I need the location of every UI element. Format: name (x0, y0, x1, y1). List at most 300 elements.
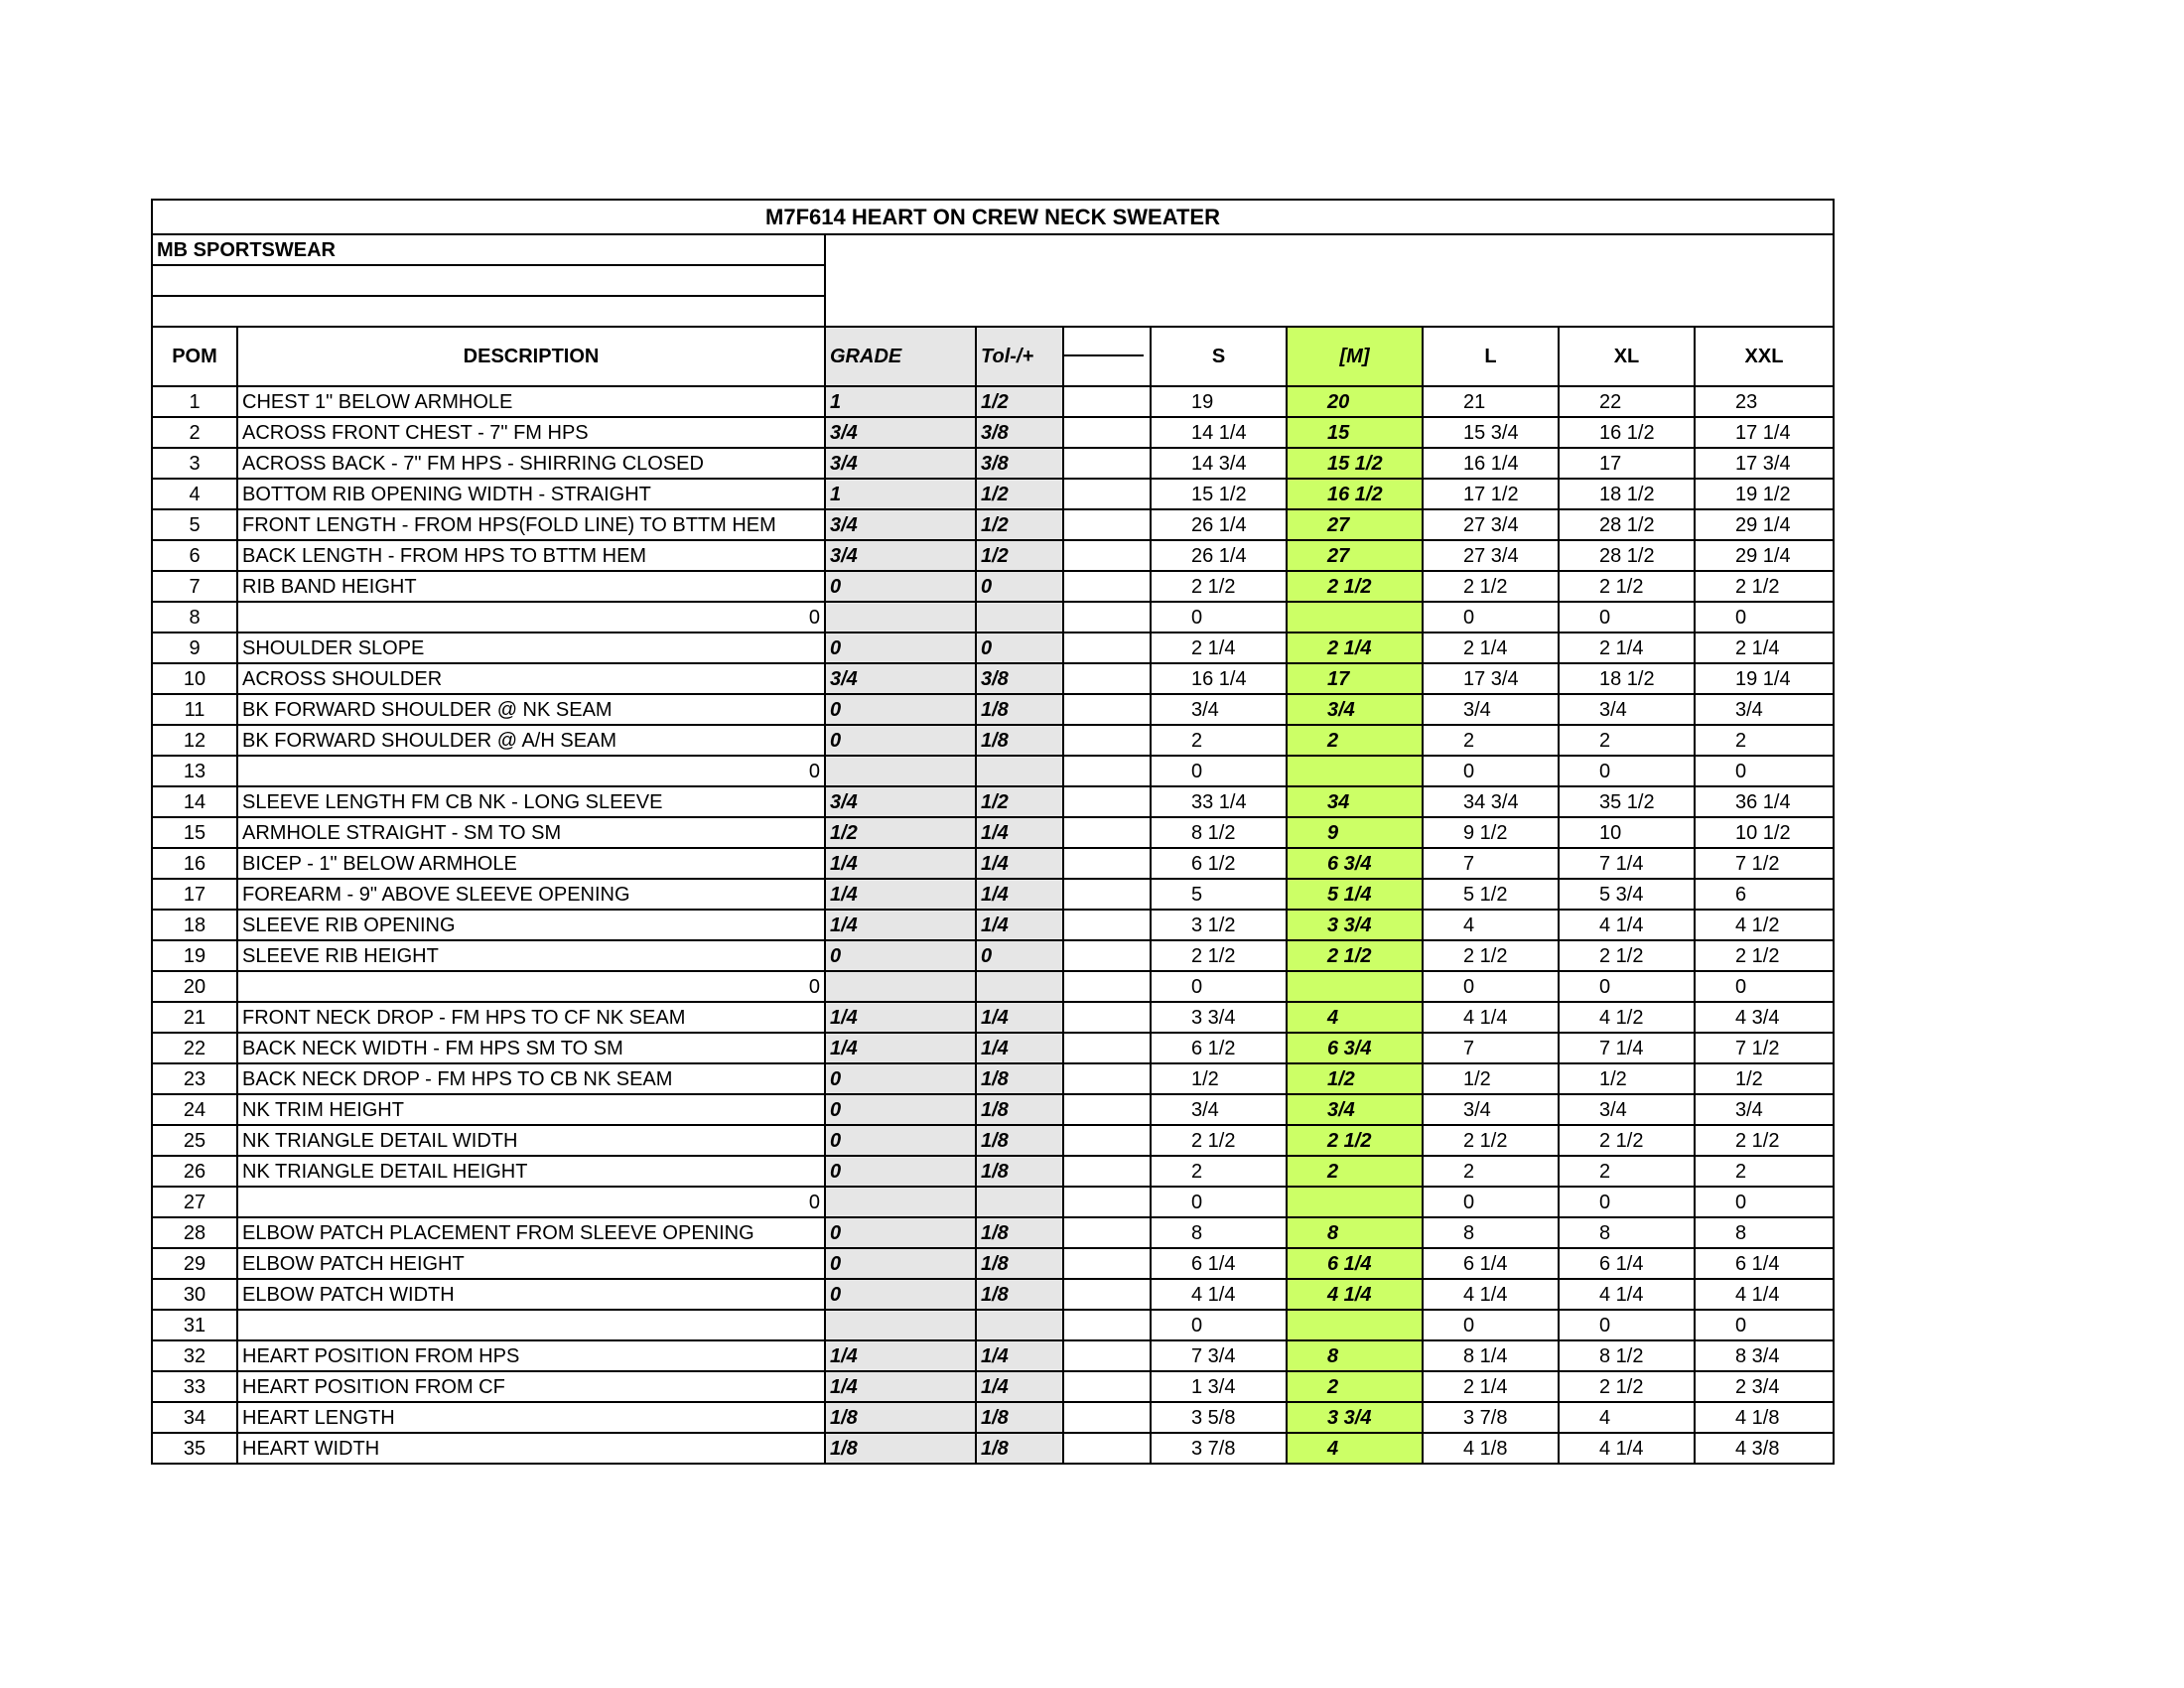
description-cell: NK TRIM HEIGHT (237, 1094, 825, 1125)
tolerance-cell: 1/4 (976, 879, 1063, 910)
spacer-cell (1063, 1033, 1151, 1063)
size-xl-cell: 0 (1559, 971, 1695, 1002)
spec-table (151, 199, 1835, 1465)
pom-cell: 3 (152, 448, 237, 479)
size-m-cell: 2 (1287, 725, 1423, 756)
spacer-cell (1063, 1279, 1151, 1310)
grade-cell: 0 (825, 571, 976, 602)
grade-cell: 0 (825, 1156, 976, 1187)
description-cell: BACK NECK DROP - FM HPS TO CB NK SEAM (237, 1063, 825, 1094)
pom-cell: 17 (152, 879, 237, 910)
size-m-cell: 3/4 (1287, 694, 1423, 725)
size-m-cell: 2 1/2 (1287, 940, 1423, 971)
tolerance-cell: 3/8 (976, 417, 1063, 448)
spacer-cell (1063, 1187, 1151, 1217)
tolerance-cell: 1/4 (976, 1371, 1063, 1402)
size-xl-cell: 0 (1559, 602, 1695, 633)
tolerance-cell: 1/4 (976, 1033, 1063, 1063)
spec-sheet (151, 199, 1833, 1465)
size-l-cell: 27 3/4 (1423, 540, 1559, 571)
header-size-xl: XL (1559, 327, 1695, 386)
table-row (152, 1094, 1834, 1125)
spacer-cell (1063, 756, 1151, 786)
pom-cell: 15 (152, 817, 237, 848)
size-xl-cell: 4 1/4 (1559, 1433, 1695, 1464)
spacer-cell (1063, 417, 1151, 448)
pom-cell: 2 (152, 417, 237, 448)
pom-cell: 10 (152, 663, 237, 694)
size-s-cell: 1 3/4 (1151, 1371, 1287, 1402)
pom-cell: 20 (152, 971, 237, 1002)
description-cell: SLEEVE RIB OPENING (237, 910, 825, 940)
size-s-cell: 2 1/2 (1151, 571, 1287, 602)
tolerance-cell (976, 1310, 1063, 1340)
header-pom: POM (152, 327, 237, 386)
description-cell: ELBOW PATCH WIDTH (237, 1279, 825, 1310)
pom-cell: 32 (152, 1340, 237, 1371)
size-l-cell: 0 (1423, 756, 1559, 786)
spacer-cell (1063, 910, 1151, 940)
size-l-cell: 17 1/2 (1423, 479, 1559, 509)
size-s-cell: 3 3/4 (1151, 1002, 1287, 1033)
size-xl-cell: 16 1/2 (1559, 417, 1695, 448)
tolerance-cell: 1/8 (976, 1279, 1063, 1310)
description-cell: NK TRIANGLE DETAIL HEIGHT (237, 1156, 825, 1187)
size-s-cell: 2 1/4 (1151, 633, 1287, 663)
description-cell: HEART POSITION FROM HPS (237, 1340, 825, 1371)
description-cell: ELBOW PATCH PLACEMENT FROM SLEEVE OPENING (237, 1217, 825, 1248)
size-s-cell: 14 1/4 (1151, 417, 1287, 448)
size-s-cell: 6 1/2 (1151, 1033, 1287, 1063)
size-xl-cell: 4 1/4 (1559, 1279, 1695, 1310)
description-cell: 0 (237, 602, 825, 633)
table-row (152, 479, 1834, 509)
description-cell: ACROSS BACK - 7" FM HPS - SHIRRING CLOSED (237, 448, 825, 479)
grade-cell (825, 756, 976, 786)
size-s-cell: 2 1/2 (1151, 1125, 1287, 1156)
tolerance-cell: 1/8 (976, 1217, 1063, 1248)
grade-cell: 1 (825, 386, 976, 417)
table-row (152, 971, 1834, 1002)
header-size-xxl: XXL (1695, 327, 1834, 386)
size-m-cell: 27 (1287, 540, 1423, 571)
table-row (152, 1033, 1834, 1063)
size-l-cell: 27 3/4 (1423, 509, 1559, 540)
tolerance-cell: 1/4 (976, 910, 1063, 940)
grade-cell: 0 (825, 1248, 976, 1279)
spacer-cell (1063, 1402, 1151, 1433)
size-l-cell: 4 (1423, 910, 1559, 940)
size-xxl-cell: 17 3/4 (1695, 448, 1834, 479)
size-m-cell: 2 1/2 (1287, 1125, 1423, 1156)
table-row (152, 663, 1834, 694)
tolerance-cell: 1/4 (976, 817, 1063, 848)
tolerance-cell: 0 (976, 633, 1063, 663)
sheet-title: M7F614 HEART ON CREW NECK SWEATER (152, 200, 1834, 234)
spacer-cell (1063, 1371, 1151, 1402)
spacer-cell (1063, 479, 1151, 509)
size-m-cell: 2 (1287, 1371, 1423, 1402)
tolerance-cell: 0 (976, 571, 1063, 602)
table-row (152, 1156, 1834, 1187)
header-tolerance: Tol-/+ (976, 327, 1063, 386)
table-row (152, 602, 1834, 633)
grade-cell: 1 (825, 479, 976, 509)
pom-cell: 19 (152, 940, 237, 971)
table-row (152, 1371, 1834, 1402)
table-row (152, 448, 1834, 479)
grade-cell: 1/8 (825, 1402, 976, 1433)
tolerance-cell: 1/8 (976, 1402, 1063, 1433)
grade-cell: 3/4 (825, 448, 976, 479)
grade-cell (825, 1310, 976, 1340)
description-cell: 0 (237, 756, 825, 786)
tolerance-cell: 1/8 (976, 1248, 1063, 1279)
size-m-cell: 15 (1287, 417, 1423, 448)
size-m-cell: 6 1/4 (1287, 1248, 1423, 1279)
size-l-cell: 5 1/2 (1423, 879, 1559, 910)
size-s-cell: 4 1/4 (1151, 1279, 1287, 1310)
size-xxl-cell: 2 (1695, 725, 1834, 756)
pom-cell: 34 (152, 1402, 237, 1433)
size-m-cell (1287, 1310, 1423, 1340)
size-l-cell: 0 (1423, 1310, 1559, 1340)
size-xl-cell: 2 1/2 (1559, 571, 1695, 602)
grade-cell (825, 602, 976, 633)
size-s-cell: 3 5/8 (1151, 1402, 1287, 1433)
size-l-cell: 17 3/4 (1423, 663, 1559, 694)
size-l-cell: 21 (1423, 386, 1559, 417)
description-cell: BK FORWARD SHOULDER @ NK SEAM (237, 694, 825, 725)
size-l-cell: 3/4 (1423, 694, 1559, 725)
size-xl-cell: 7 1/4 (1559, 848, 1695, 879)
size-m-cell: 3 3/4 (1287, 1402, 1423, 1433)
description-cell: 0 (237, 971, 825, 1002)
size-m-cell: 4 1/4 (1287, 1279, 1423, 1310)
size-s-cell: 0 (1151, 1187, 1287, 1217)
pom-cell: 25 (152, 1125, 237, 1156)
size-s-cell: 14 3/4 (1151, 448, 1287, 479)
pom-cell: 24 (152, 1094, 237, 1125)
size-l-cell: 7 (1423, 848, 1559, 879)
size-xxl-cell: 4 3/4 (1695, 1002, 1834, 1033)
tolerance-cell: 1/8 (976, 1433, 1063, 1464)
pom-cell: 27 (152, 1187, 237, 1217)
tolerance-cell (976, 1187, 1063, 1217)
spacer-cell (1063, 386, 1151, 417)
header-grade: GRADE (825, 327, 976, 386)
size-l-cell: 2 1/2 (1423, 571, 1559, 602)
tolerance-cell: 1/2 (976, 540, 1063, 571)
pom-cell: 33 (152, 1371, 237, 1402)
description-cell: FRONT LENGTH - FROM HPS(FOLD LINE) TO BTTM HEM (237, 509, 825, 540)
grade-cell: 3/4 (825, 509, 976, 540)
size-xl-cell: 4 (1559, 1402, 1695, 1433)
spacer-cell (1063, 848, 1151, 879)
spacer-cell (1063, 540, 1151, 571)
size-m-cell: 2 1/4 (1287, 633, 1423, 663)
grade-cell: 0 (825, 1279, 976, 1310)
size-xxl-cell: 19 1/2 (1695, 479, 1834, 509)
size-xl-cell: 18 1/2 (1559, 479, 1695, 509)
grade-cell: 0 (825, 1125, 976, 1156)
table-row (152, 1279, 1834, 1310)
spacer-cell (1063, 1002, 1151, 1033)
size-xxl-cell: 4 1/4 (1695, 1279, 1834, 1310)
grade-cell: 0 (825, 633, 976, 663)
header-description: DESCRIPTION (237, 327, 825, 386)
size-s-cell: 0 (1151, 1310, 1287, 1340)
spacer-cell (1063, 1310, 1151, 1340)
table-row (152, 1187, 1834, 1217)
info-blank-row (152, 296, 825, 327)
size-s-cell: 33 1/4 (1151, 786, 1287, 817)
size-xl-cell: 2 1/4 (1559, 633, 1695, 663)
tolerance-cell: 1/4 (976, 1002, 1063, 1033)
description-cell: FOREARM - 9" ABOVE SLEEVE OPENING (237, 879, 825, 910)
description-cell: 0 (237, 1187, 825, 1217)
size-m-cell: 4 (1287, 1002, 1423, 1033)
tolerance-cell: 1/4 (976, 1340, 1063, 1371)
tolerance-cell: 3/8 (976, 663, 1063, 694)
grade-cell (825, 971, 976, 1002)
pom-cell: 30 (152, 1279, 237, 1310)
size-l-cell: 2 1/4 (1423, 1371, 1559, 1402)
grade-cell: 0 (825, 1094, 976, 1125)
size-l-cell: 4 1/4 (1423, 1002, 1559, 1033)
size-l-cell: 3/4 (1423, 1094, 1559, 1125)
grade-cell: 0 (825, 940, 976, 971)
spacer-cell (1063, 1094, 1151, 1125)
description-cell: FRONT NECK DROP - FM HPS TO CF NK SEAM (237, 1002, 825, 1033)
table-row (152, 1002, 1834, 1033)
grade-cell: 3/4 (825, 663, 976, 694)
tolerance-cell: 1/8 (976, 1094, 1063, 1125)
size-xl-cell: 0 (1559, 756, 1695, 786)
size-xl-cell: 8 1/2 (1559, 1340, 1695, 1371)
size-xl-cell: 3/4 (1559, 694, 1695, 725)
size-xxl-cell: 8 (1695, 1217, 1834, 1248)
size-s-cell: 3/4 (1151, 1094, 1287, 1125)
description-cell: BACK NECK WIDTH - FM HPS SM TO SM (237, 1033, 825, 1063)
size-s-cell: 0 (1151, 756, 1287, 786)
size-xxl-cell: 0 (1695, 971, 1834, 1002)
size-s-cell: 6 1/2 (1151, 848, 1287, 879)
pom-cell: 16 (152, 848, 237, 879)
size-xxl-cell: 3/4 (1695, 694, 1834, 725)
table-row (152, 694, 1834, 725)
tolerance-cell: 0 (976, 940, 1063, 971)
size-xxl-cell: 6 (1695, 879, 1834, 910)
size-xxl-cell: 2 1/2 (1695, 940, 1834, 971)
size-l-cell: 8 1/4 (1423, 1340, 1559, 1371)
size-m-cell: 6 3/4 (1287, 1033, 1423, 1063)
description-cell: BK FORWARD SHOULDER @ A/H SEAM (237, 725, 825, 756)
description-cell: ELBOW PATCH HEIGHT (237, 1248, 825, 1279)
table-row (152, 417, 1834, 448)
tolerance-cell: 1/2 (976, 479, 1063, 509)
size-xxl-cell: 10 1/2 (1695, 817, 1834, 848)
grade-cell (825, 1187, 976, 1217)
tolerance-cell: 3/8 (976, 448, 1063, 479)
description-cell: ACROSS FRONT CHEST - 7" FM HPS (237, 417, 825, 448)
size-s-cell: 16 1/4 (1151, 663, 1287, 694)
tolerance-cell: 1/8 (976, 694, 1063, 725)
size-l-cell: 4 1/4 (1423, 1279, 1559, 1310)
spacer-cell (1063, 509, 1151, 540)
description-cell: SHOULDER SLOPE (237, 633, 825, 663)
size-s-cell: 2 1/2 (1151, 940, 1287, 971)
size-m-cell: 27 (1287, 509, 1423, 540)
pom-cell: 29 (152, 1248, 237, 1279)
size-xl-cell: 10 (1559, 817, 1695, 848)
size-s-cell: 2 (1151, 1156, 1287, 1187)
tolerance-cell (976, 602, 1063, 633)
size-xxl-cell: 36 1/4 (1695, 786, 1834, 817)
size-s-cell: 8 1/2 (1151, 817, 1287, 848)
description-cell: HEART POSITION FROM CF (237, 1371, 825, 1402)
description-cell: NK TRIANGLE DETAIL WIDTH (237, 1125, 825, 1156)
pom-cell: 22 (152, 1033, 237, 1063)
size-m-cell (1287, 602, 1423, 633)
spacer-cell (1063, 971, 1151, 1002)
size-l-cell: 9 1/2 (1423, 817, 1559, 848)
table-row (152, 940, 1834, 971)
size-s-cell: 26 1/4 (1151, 509, 1287, 540)
size-xl-cell: 35 1/2 (1559, 786, 1695, 817)
pom-cell: 1 (152, 386, 237, 417)
table-row (152, 1125, 1834, 1156)
grade-cell: 0 (825, 694, 976, 725)
pom-cell: 4 (152, 479, 237, 509)
grade-cell: 1/2 (825, 817, 976, 848)
spacer-cell (1063, 786, 1151, 817)
table-row (152, 571, 1834, 602)
size-m-cell: 8 (1287, 1217, 1423, 1248)
spacer-cell (1063, 1248, 1151, 1279)
size-l-cell: 2 1/4 (1423, 633, 1559, 663)
table-row (152, 1063, 1834, 1094)
table-row (152, 848, 1834, 879)
size-xxl-cell: 19 1/4 (1695, 663, 1834, 694)
size-l-cell: 1/2 (1423, 1063, 1559, 1094)
size-l-cell: 3 7/8 (1423, 1402, 1559, 1433)
description-cell: HEART LENGTH (237, 1402, 825, 1433)
description-cell: SLEEVE LENGTH FM CB NK - LONG SLEEVE (237, 786, 825, 817)
description-cell: HEART WIDTH (237, 1433, 825, 1464)
size-l-cell: 2 1/2 (1423, 940, 1559, 971)
pom-cell: 18 (152, 910, 237, 940)
spacer-cell (1063, 725, 1151, 756)
size-xxl-cell: 8 3/4 (1695, 1340, 1834, 1371)
size-m-cell: 1/2 (1287, 1063, 1423, 1094)
size-xxl-cell: 29 1/4 (1695, 540, 1834, 571)
size-xxl-cell: 2 (1695, 1156, 1834, 1187)
description-cell (237, 1310, 825, 1340)
header-rule (1063, 327, 1151, 386)
size-l-cell: 2 (1423, 1156, 1559, 1187)
table-row (152, 1402, 1834, 1433)
grade-cell: 3/4 (825, 786, 976, 817)
header-blank-area (825, 234, 1834, 327)
table-row (152, 509, 1834, 540)
table-row (152, 786, 1834, 817)
size-m-cell: 20 (1287, 386, 1423, 417)
pom-cell: 13 (152, 756, 237, 786)
grade-cell: 1/4 (825, 848, 976, 879)
size-s-cell: 1/2 (1151, 1063, 1287, 1094)
spacer-cell (1063, 571, 1151, 602)
size-s-cell: 8 (1151, 1217, 1287, 1248)
grade-cell: 3/4 (825, 540, 976, 571)
size-m-cell (1287, 1187, 1423, 1217)
size-s-cell: 5 (1151, 879, 1287, 910)
header-size-l: L (1423, 327, 1559, 386)
size-s-cell: 3 7/8 (1151, 1433, 1287, 1464)
pom-cell: 23 (152, 1063, 237, 1094)
spacer-cell (1063, 602, 1151, 633)
size-xl-cell: 4 1/4 (1559, 910, 1695, 940)
description-cell: BICEP - 1" BELOW ARMHOLE (237, 848, 825, 879)
size-m-cell: 2 1/2 (1287, 571, 1423, 602)
description-cell: BACK LENGTH - FROM HPS TO BTTM HEM (237, 540, 825, 571)
description-cell: RIB BAND HEIGHT (237, 571, 825, 602)
size-xxl-cell: 7 1/2 (1695, 1033, 1834, 1063)
tolerance-cell: 1/2 (976, 386, 1063, 417)
description-cell: CHEST 1" BELOW ARMHOLE (237, 386, 825, 417)
size-xl-cell: 28 1/2 (1559, 540, 1695, 571)
grade-cell: 1/8 (825, 1433, 976, 1464)
size-xxl-cell: 6 1/4 (1695, 1248, 1834, 1279)
size-s-cell: 6 1/4 (1151, 1248, 1287, 1279)
size-xl-cell: 28 1/2 (1559, 509, 1695, 540)
size-m-cell: 4 (1287, 1433, 1423, 1464)
size-m-cell: 2 (1287, 1156, 1423, 1187)
tolerance-cell: 1/2 (976, 509, 1063, 540)
size-xxl-cell: 1/2 (1695, 1063, 1834, 1094)
size-s-cell: 3 1/2 (1151, 910, 1287, 940)
table-row (152, 1340, 1834, 1371)
size-xl-cell: 6 1/4 (1559, 1248, 1695, 1279)
tolerance-cell: 1/8 (976, 1063, 1063, 1094)
description-cell: BOTTOM RIB OPENING WIDTH - STRAIGHT (237, 479, 825, 509)
description-cell: ARMHOLE STRAIGHT - SM TO SM (237, 817, 825, 848)
pom-cell: 5 (152, 509, 237, 540)
size-l-cell: 7 (1423, 1033, 1559, 1063)
pom-cell: 14 (152, 786, 237, 817)
tolerance-cell: 1/4 (976, 848, 1063, 879)
size-s-cell: 19 (1151, 386, 1287, 417)
grade-cell: 1/4 (825, 1340, 976, 1371)
column-header-row (152, 327, 1834, 386)
spacer-cell (1063, 1340, 1151, 1371)
header-size-m: [M] (1287, 327, 1423, 386)
size-xl-cell: 18 1/2 (1559, 663, 1695, 694)
size-xl-cell: 2 1/2 (1559, 940, 1695, 971)
size-m-cell: 5 1/4 (1287, 879, 1423, 910)
size-m-cell (1287, 971, 1423, 1002)
pom-cell: 31 (152, 1310, 237, 1340)
description-cell: ACROSS SHOULDER (237, 663, 825, 694)
size-m-cell: 8 (1287, 1340, 1423, 1371)
size-m-cell (1287, 756, 1423, 786)
size-xl-cell: 2 (1559, 725, 1695, 756)
spacer-cell (1063, 663, 1151, 694)
table-row (152, 817, 1834, 848)
spacer-cell (1063, 1433, 1151, 1464)
tolerance-cell (976, 756, 1063, 786)
spacer-cell (1063, 633, 1151, 663)
